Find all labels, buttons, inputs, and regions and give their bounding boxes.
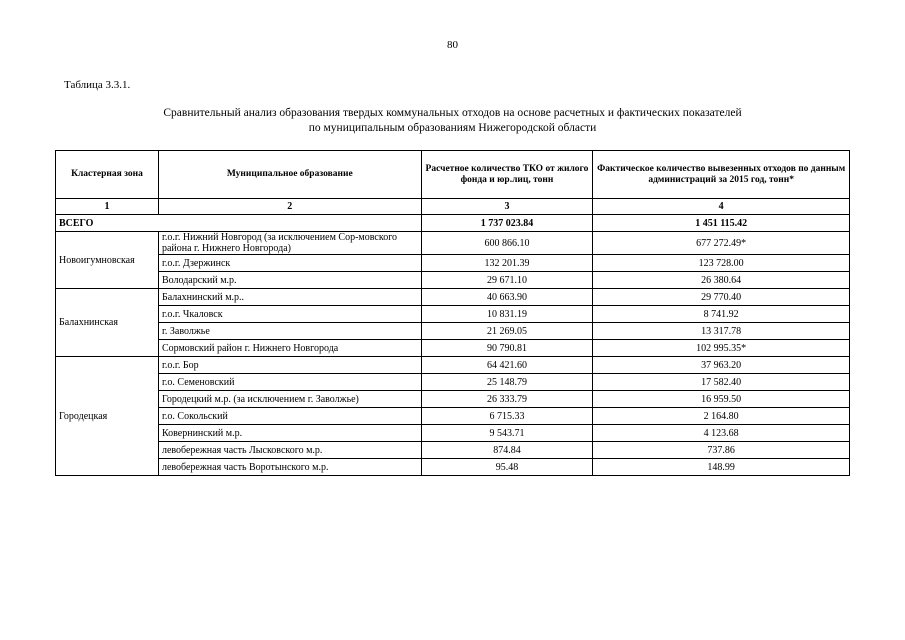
table-row [56, 289, 850, 306]
table-title-line-2: по муниципальным образованиям Нижегородской области [308, 122, 597, 134]
actual-cell: 37 963.20 [593, 357, 850, 374]
table-row [56, 425, 850, 442]
table-row [56, 408, 850, 425]
table-row [56, 255, 850, 272]
actual-cell: 16 959.50 [593, 391, 850, 408]
municipality-cell: г.о. Сокольский [158, 408, 421, 425]
table-row [56, 306, 850, 323]
table-row [56, 272, 850, 289]
column-number: 4 [593, 199, 850, 215]
calculated-cell: 10 831.19 [421, 306, 593, 323]
actual-cell: 2 164.80 [593, 408, 850, 425]
calculated-cell: 21 269.05 [421, 323, 593, 340]
actual-cell: 4 123.68 [593, 425, 850, 442]
total-calc: 1 737 023.84 [421, 215, 593, 232]
table-row [56, 442, 850, 459]
table-label: Таблица 3.3.1. [64, 79, 131, 91]
calculated-cell: 26 333.79 [421, 391, 593, 408]
actual-cell: 102 995.35* [593, 340, 850, 357]
municipality-cell: г.о. Семеновский [158, 374, 421, 391]
header-cluster-zone: Кластерная зона [56, 151, 159, 199]
municipality-cell: Сормовский район г. Нижнего Новгорода [158, 340, 421, 357]
municipality-cell: Городецкий м.р. (за исключением г. Заволжье) [158, 391, 421, 408]
column-number: 3 [421, 199, 593, 215]
calculated-cell: 6 715.33 [421, 408, 593, 425]
cluster-zone-cell: Городецкая [56, 357, 159, 476]
calculated-cell: 132 201.39 [421, 255, 593, 272]
actual-cell: 123 728.00 [593, 255, 850, 272]
table-row [56, 340, 850, 357]
table-title-line-1: Сравнительный анализ образования твердых коммунальных отходов на основе расчетных и фактических показателей [163, 107, 742, 119]
actual-cell: 13 317.78 [593, 323, 850, 340]
header-actual: Фактическое количество вывезенных отходов по данным администраций за 2015 год, тонн* [593, 151, 850, 199]
calculated-cell: 874.84 [421, 442, 593, 459]
municipality-cell: Володарский м.р. [158, 272, 421, 289]
calculated-cell: 9 543.71 [421, 425, 593, 442]
header-calculated: Расчетное количество ТКО от жилого фонда и юр.лиц, тонн [421, 151, 593, 199]
calculated-cell: 600 866.10 [421, 232, 593, 255]
calculated-cell: 40 663.90 [421, 289, 593, 306]
cluster-zone-cell: Новоигумновская [56, 232, 159, 289]
actual-cell: 17 582.40 [593, 374, 850, 391]
municipality-cell: г. Заволжье [158, 323, 421, 340]
table-row [56, 357, 850, 374]
actual-cell: 8 741.92 [593, 306, 850, 323]
total-fact: 1 451 115.42 [593, 215, 850, 232]
data-table [55, 150, 850, 476]
header-row [56, 151, 850, 199]
calculated-cell: 64 421.60 [421, 357, 593, 374]
column-number-row [56, 199, 850, 215]
column-number: 1 [56, 199, 159, 215]
column-number: 2 [158, 199, 421, 215]
calculated-cell: 29 671.10 [421, 272, 593, 289]
cluster-zone-cell: Балахнинская [56, 289, 159, 357]
municipality-cell: Балахнинский м.р.. [158, 289, 421, 306]
table-row [56, 459, 850, 476]
table-row [56, 374, 850, 391]
table-row [56, 323, 850, 340]
municipality-cell: левобережная часть Воротынского м.р. [158, 459, 421, 476]
municipality-cell: Ковернинский м.р. [158, 425, 421, 442]
municipality-cell: левобережная часть Лысковского м.р. [158, 442, 421, 459]
total-label: ВСЕГО [56, 215, 422, 232]
calculated-cell: 25 148.79 [421, 374, 593, 391]
page-number: 80 [447, 39, 458, 51]
municipality-cell: г.о.г. Чкаловск [158, 306, 421, 323]
municipality-cell: г.о.г. Бор [158, 357, 421, 374]
header-municipality: Муниципальное образование [158, 151, 421, 199]
municipality-cell: г.о.г. Нижний Новгород (за исключением Сор-мовского района г. Нижнего Новгорода) [158, 232, 421, 255]
table-row [56, 232, 850, 255]
actual-cell: 29 770.40 [593, 289, 850, 306]
table-title [0, 106, 905, 136]
actual-cell: 677 272.49* [593, 232, 850, 255]
municipality-cell: г.о.г. Дзержинск [158, 255, 421, 272]
table-row [56, 391, 850, 408]
total-row [56, 215, 850, 232]
calculated-cell: 90 790.81 [421, 340, 593, 357]
actual-cell: 737.86 [593, 442, 850, 459]
actual-cell: 148.99 [593, 459, 850, 476]
calculated-cell: 95.48 [421, 459, 593, 476]
actual-cell: 26 380.64 [593, 272, 850, 289]
